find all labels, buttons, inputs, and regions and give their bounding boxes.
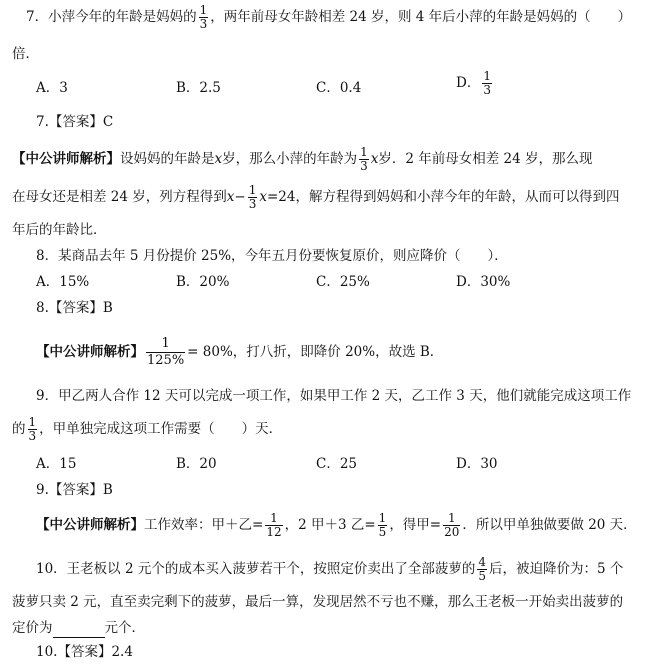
q7-answer: 7.【答案】C [36, 114, 114, 130]
q9-option-a: A．15 [36, 456, 77, 472]
q8-stem: 8．某商品去年 5 月份提价 25%，今年五月份要恢复原价，则应降价（ ）． [36, 248, 508, 264]
q7-option-d: D． $\frac{1}{3}$ [456, 69, 491, 97]
q10-stem-line3: 定价为 元个． [12, 620, 145, 636]
q7-explanation-line2: 在母女还是相差 24 岁，列方程得到x− $\frac{1}{3}$ x=24，解方程得到妈妈和小萍今年的年龄，从而可以得到四 [12, 183, 620, 211]
q7-option-b: B．2.5 [176, 80, 221, 96]
q8-option-b: B．20% [176, 274, 230, 290]
q7-stem-line1: 7．小萍今年的年龄是妈妈的 $\frac{1}{3}$ ，两年前母女年龄相差 24 岁，则 4 年后小萍的年龄是妈妈的（ ） [26, 3, 632, 31]
q7-fraction: $\frac{1}{3}$ [199, 3, 208, 31]
q8-option-a: A．15% [36, 274, 90, 290]
q10-answer: 10.【答案】2.4 [36, 644, 133, 660]
q9-stem-line1: 9．甲乙两人合作 12 天可以完成一项工作，如果甲工作 2 天，乙工作 3 天，他们就能完成这项工作 [36, 388, 632, 404]
q9-option-d: D．30 [456, 456, 498, 472]
q7-option-c: C．0.4 [316, 80, 362, 96]
q9-option-c: C．25 [316, 456, 358, 472]
q9-answer: 9.【答案】B [36, 482, 113, 498]
q8-option-d: D．30% [456, 274, 511, 290]
q9-explanation: 【中公讲师解析】工作效率：甲＋乙= $\frac{1}{12}$ ，2 甲＋3 乙= $\frac{1}{5}$ ，得甲= $\frac{1}{20}$ ．所以甲单独做要做 20 天． [36, 511, 637, 539]
q7-stem-line2: 倍． [12, 46, 39, 62]
q9-option-b: B．20 [176, 456, 217, 472]
q7-explanation-line3: 年后的年龄比． [12, 222, 107, 238]
q7-explanation-line1: 【中公讲师解析】设妈妈的年龄是x岁，那么小萍的年龄为 $\frac{1}{3}$ x岁．2 年前母女相差 24 岁，那么现 [12, 145, 593, 173]
q9-stem-line2: 的 $\frac{1}{3}$ ，甲单独完成这项工作需要（ ）天． [12, 415, 283, 443]
q8-option-c: C．25% [316, 274, 370, 290]
q7-option-a: A．3 [36, 80, 68, 96]
q10-stem-line2: 菠萝只卖 2 元，直至卖完剩下的菠萝，最后一算，发现居然不亏也不赚，那么王老板一开始卖出菠萝的 [12, 594, 624, 610]
q8-explanation: 【中公讲师解析】 $\frac{1}{125\%}$ = 80%，打八折，即降价 20%，故选 B． [36, 336, 444, 368]
q10-stem-line1: 10．王老板以 2 元个的成本买入菠萝若干个，按照定价卖出了全部菠萝的 $\frac{4}{5}$ 后，被迫降价为：5 个 [36, 555, 624, 583]
answer-blank [53, 623, 105, 638]
q8-answer: 8.【答案】B [36, 300, 113, 316]
